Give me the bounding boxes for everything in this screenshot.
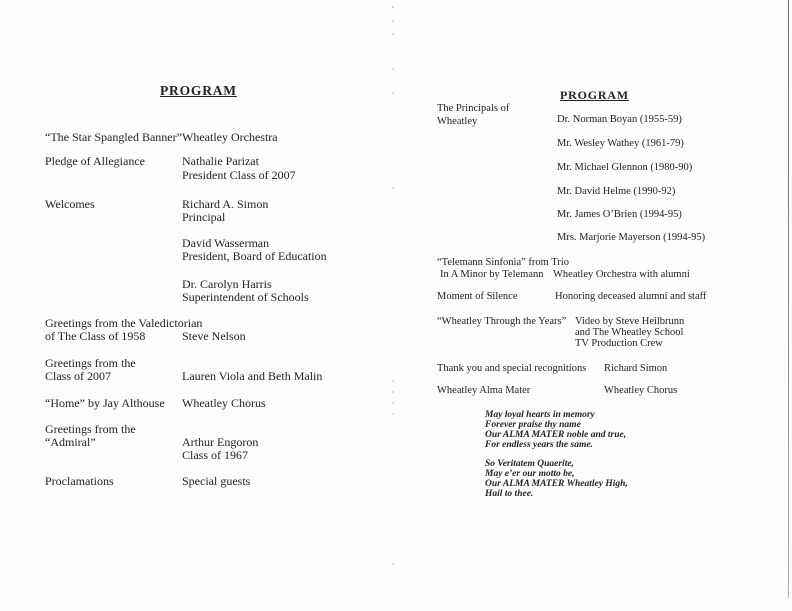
item-telemann-value: Wheatley Orchestra with alumni: [553, 269, 690, 280]
item-star-spangled-banner-value: Wheatley Orchestra: [182, 130, 278, 144]
principals-label-2: Wheatley: [437, 116, 478, 127]
item-wasserman-value-2: President, Board of Education: [182, 249, 327, 263]
item-silence-label: Moment of Silence: [437, 291, 518, 302]
item-welcomes-label: Welcomes: [45, 197, 95, 211]
item-telemann-label-2: In A Minor by Telemann: [440, 269, 544, 280]
alma-mater-line: May loyal hearts in memory: [485, 410, 595, 420]
item-valedictorian-value: Steve Nelson: [182, 329, 246, 343]
item-pledge-value-1: Nathalie Parizat: [182, 154, 259, 168]
alma-mater-line: Forever praise thy name: [485, 420, 581, 430]
item-class2007-value: Lauren Viola and Beth Malin: [182, 369, 323, 383]
scan-fold-marks: [392, 6, 394, 8]
item-home-label: “Home” by Jay Althouse: [45, 396, 165, 410]
principal-boyan: Dr. Norman Boyan (1955-59): [557, 114, 682, 125]
item-welcomes-value-1: Richard A. Simon: [182, 197, 269, 211]
item-proclamations-label: Proclamations: [45, 474, 114, 488]
left-page-title: PROGRAM: [160, 83, 237, 98]
alma-mater-line: Our ALMA MATER Wheatley High,: [485, 479, 628, 489]
item-admiral-label-2: “Admiral”: [45, 435, 96, 449]
principals-label-1: The Principals of: [437, 103, 510, 114]
item-thankyou-label: Thank you and special recognitions: [437, 363, 587, 374]
item-star-spangled-banner-label: “The Star Spangled Banner”: [45, 130, 182, 144]
item-harris-value-1: Dr. Carolyn Harris: [182, 277, 272, 291]
item-admiral-value-2: Class of 1967: [182, 448, 248, 462]
alma-mater-line: For endless years the same.: [485, 440, 593, 450]
item-almamater-value: Wheatley Chorus: [604, 385, 678, 396]
item-home-value: Wheatley Chorus: [182, 396, 266, 410]
principal-mayerson: Mrs. Marjorie Mayerson (1994-95): [557, 232, 706, 243]
principal-wathey: Mr. Wesley Wathey (1961-79): [557, 138, 684, 149]
item-video-value-1: Video by Steve Heilbrunn: [575, 316, 685, 327]
principal-glennon: Mr. Michael Glennon (1980-90): [557, 162, 693, 173]
item-class2007-label-1: Greetings from the: [45, 356, 136, 370]
alma-mater-line: Hail to thee.: [485, 489, 534, 499]
right-page-title: PROGRAM: [560, 88, 629, 102]
item-pledge-value-2: President Class of 2007: [182, 168, 296, 182]
alma-mater-line: So Veritatem Quaerite,: [485, 459, 574, 469]
item-welcomes-value-2: Principal: [182, 210, 226, 224]
item-video-label: “Wheatley Through the Years”: [437, 316, 567, 327]
item-video-value-3: TV Production Crew: [575, 338, 663, 349]
item-almamater-label: Wheatley Alma Mater: [437, 385, 531, 396]
item-thankyou-value: Richard Simon: [604, 363, 668, 374]
scan-edge-line: [788, 0, 789, 598]
alma-mater-line: May e’er our motto be,: [485, 469, 575, 479]
item-proclamations-value: Special guests: [182, 474, 251, 488]
item-harris-value-2: Superintendent of Schools: [182, 290, 309, 304]
item-class2007-label-2: Class of 2007: [45, 369, 111, 383]
item-admiral-value-1: Arthur Engoron: [182, 435, 259, 449]
item-admiral-label-1: Greetings from the: [45, 422, 136, 436]
alma-mater-line: Our ALMA MATER noble and true,: [485, 430, 627, 440]
item-valedictorian-label-1: Greetings from the Valedictorian: [45, 316, 203, 330]
item-pledge-label: Pledge of Allegiance: [45, 154, 145, 168]
principal-obrien: Mr. James O’Brien (1994-95): [557, 209, 682, 220]
item-video-value-2: and The Wheatley School: [575, 327, 684, 338]
principal-helme: Mr. David Helme (1990-92): [557, 186, 676, 197]
item-telemann-label-1: “Telemann Sinfonia” from Trio: [437, 257, 569, 268]
item-valedictorian-label-2: of The Class of 1958: [45, 329, 146, 343]
item-wasserman-value-1: David Wasserman: [182, 236, 270, 250]
item-silence-value: Honoring deceased alumni and staff: [555, 291, 707, 302]
